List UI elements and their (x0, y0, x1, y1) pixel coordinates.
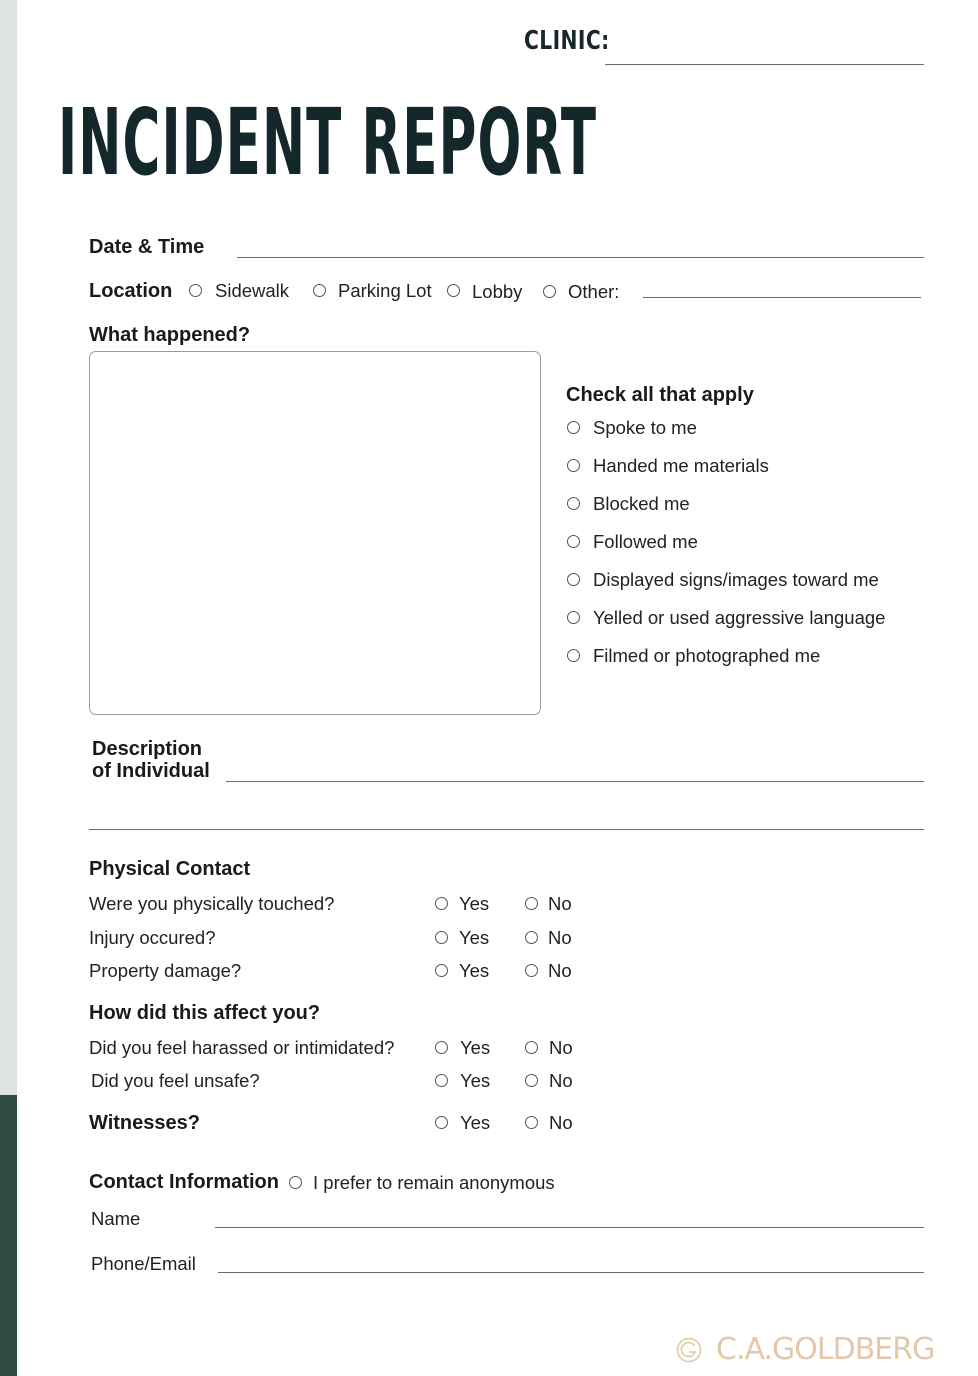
witnesses-label: Witnesses? (89, 1112, 200, 1134)
affect-title: How did this affect you? (89, 1002, 321, 1024)
description-field-line2[interactable] (89, 829, 924, 830)
location-other-radio[interactable] (543, 285, 556, 298)
description-field-line1[interactable] (226, 781, 924, 782)
description-label-line1: Description (92, 738, 203, 760)
anonymous-label: I prefer to remain anonymous (313, 1172, 555, 1193)
no-label: No (549, 1037, 573, 1058)
yes-label: Yes (459, 893, 490, 914)
check-handed-materials[interactable] (567, 459, 580, 472)
location-lobby-label: Lobby (472, 281, 523, 302)
check-label: Followed me (593, 531, 698, 552)
name-field[interactable] (215, 1227, 924, 1228)
question-harassed: Did you feel harassed or intimidated? (89, 1037, 395, 1058)
check-label: Yelled or used aggressive language (593, 607, 886, 628)
question-touched: Were you physically touched? (89, 893, 335, 914)
yes-label: Yes (459, 960, 490, 981)
check-followed-me[interactable] (567, 535, 580, 548)
unsafe-no-radio[interactable] (525, 1074, 538, 1087)
date-time-field[interactable] (237, 257, 924, 258)
description-label-line2: of Individual (92, 760, 210, 782)
location-label: Location (89, 280, 173, 302)
location-parking-lot-radio[interactable] (313, 284, 326, 297)
check-displayed-signs[interactable] (567, 573, 580, 586)
location-other-label: Other: (568, 281, 620, 302)
question-property: Property damage? (89, 960, 242, 981)
check-spoke-to-me[interactable] (567, 421, 580, 434)
checklist-title: Check all that apply (566, 384, 754, 406)
check-label: Spoke to me (593, 417, 697, 438)
witnesses-yes-radio[interactable] (435, 1116, 448, 1129)
check-label: Displayed signs/images toward me (593, 569, 879, 590)
no-label: No (549, 1112, 573, 1133)
date-time-label: Date & Time (89, 236, 205, 258)
property-yes-radio[interactable] (435, 964, 448, 977)
clinic-label: CLINIC: (524, 26, 610, 56)
no-label: No (548, 960, 572, 981)
no-label: No (548, 927, 572, 948)
clinic-field[interactable] (605, 64, 924, 65)
yes-label: Yes (460, 1112, 491, 1133)
contact-title: Contact Information (89, 1171, 279, 1193)
page-title: INCIDENT REPORT (58, 89, 598, 196)
check-blocked-me[interactable] (567, 497, 580, 510)
location-sidewalk-radio[interactable] (189, 284, 202, 297)
side-accent-bar (0, 1095, 17, 1376)
no-label: No (548, 893, 572, 914)
physical-contact-title: Physical Contact (89, 858, 251, 880)
injury-no-radio[interactable] (525, 931, 538, 944)
injury-yes-radio[interactable] (435, 931, 448, 944)
brand-logo (676, 1332, 934, 1367)
phone-email-field[interactable] (218, 1272, 924, 1273)
yes-label: Yes (460, 1070, 491, 1091)
location-sidewalk-label: Sidewalk (215, 280, 290, 301)
what-happened-label: What happened? (89, 324, 251, 346)
property-no-radio[interactable] (525, 964, 538, 977)
check-label: Blocked me (593, 493, 690, 514)
brand-name: C.A.GOLDBERG (716, 1332, 935, 1367)
harassed-yes-radio[interactable] (435, 1041, 448, 1054)
harassed-no-radio[interactable] (525, 1041, 538, 1054)
question-injury: Injury occured? (89, 927, 216, 948)
location-lobby-radio[interactable] (447, 284, 460, 297)
no-label: No (549, 1070, 573, 1091)
phone-email-label: Phone/Email (91, 1253, 196, 1274)
check-yelled[interactable] (567, 611, 580, 624)
touched-yes-radio[interactable] (435, 897, 448, 910)
name-label: Name (91, 1208, 141, 1229)
yes-label: Yes (460, 1037, 491, 1058)
check-label: Filmed or photographed me (593, 645, 821, 666)
brand-mark-icon (676, 1337, 702, 1363)
witnesses-no-radio[interactable] (525, 1116, 538, 1129)
touched-no-radio[interactable] (525, 897, 538, 910)
what-happened-textarea[interactable] (89, 351, 541, 715)
check-label: Handed me materials (593, 455, 769, 476)
unsafe-yes-radio[interactable] (435, 1074, 448, 1087)
check-filmed[interactable] (567, 649, 580, 662)
yes-label: Yes (459, 927, 490, 948)
anonymous-radio[interactable] (289, 1176, 302, 1189)
question-unsafe: Did you feel unsafe? (91, 1070, 260, 1091)
location-parking-lot-label: Parking Lot (338, 280, 432, 301)
location-other-field[interactable] (643, 297, 921, 298)
